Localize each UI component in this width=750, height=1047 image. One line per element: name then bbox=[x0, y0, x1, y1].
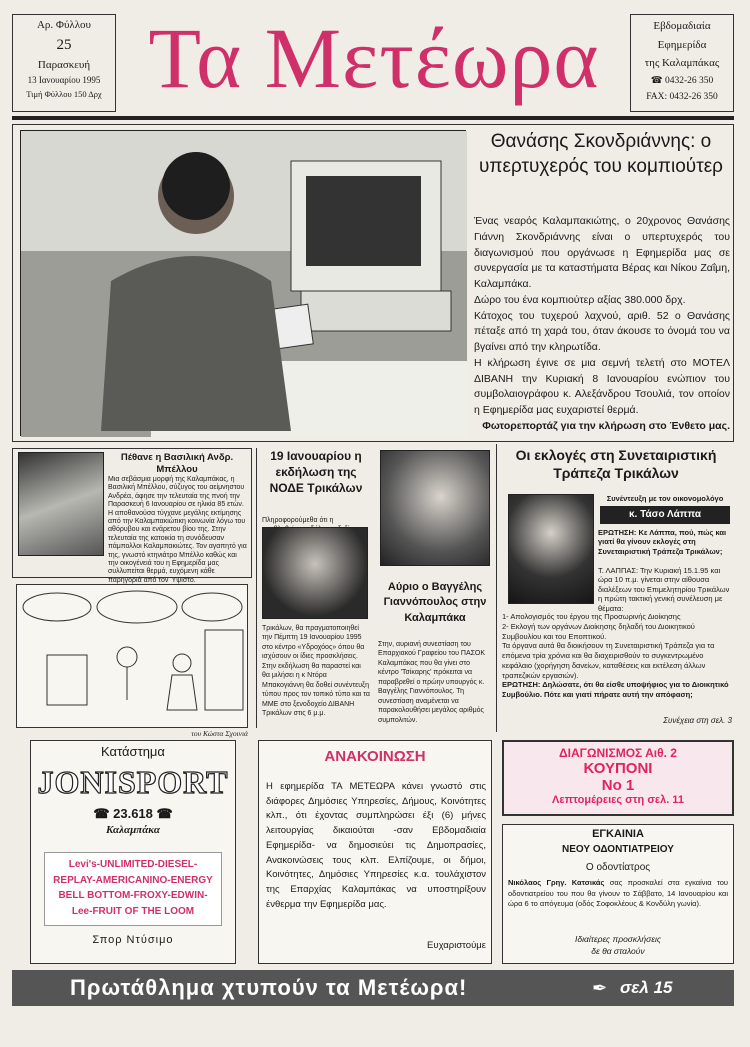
bank-answer1: Τ. ΛΑΠΠΑΣ: Την Κυριακή 15.1.95 και ώρα 10 π.μ. γίνεται στην αίθουσα διαλέξεων του Επιμελητηρίου Τρικάλων η πρώτη τακτική γενική συνέλευση με θέματα: bbox=[598, 566, 730, 613]
pasok-text: Στην, αυριανή συνεστίαση του Επαρχιακού Γραφείου του ΠΑΣΟΚ Καλαμπάκας που θα γίνει στο κέντρο 'Τσίκαρης' πρόκειται να παραβρεθεί ο πρώην υπουργός κ. Βαγγέλης Γιαννόπουλος. Τη συνεστίαση αναμένεται να παρακολουθήσει μεγάλος αριθμός συμπολιτών. bbox=[378, 641, 486, 724]
notice-sign: Ευχαριστούμε bbox=[427, 940, 486, 951]
brand-line: BELL BOTTOM-FROXY-EDWIN- bbox=[58, 890, 208, 901]
contest-coupon bbox=[502, 740, 734, 816]
obituary-photo bbox=[18, 452, 104, 556]
footer-headline: Πρωτάθλημα χτυπούν τα Μετέωρα! bbox=[70, 975, 468, 1000]
masthead-title: Τα Μετέωρα bbox=[148, 10, 600, 106]
notice-headline: ΑΝΑΚΟΙΝΩΣΗ bbox=[324, 748, 426, 765]
notice-text: Η εφημερίδα ΤΑ ΜΕΤΕΩΡΑ κάνει γνωστό στις διάφορες Δημόσιες Υπηρεσίες, Δήμους, Κοινότητες κλπ., ότι έχοντας συμπληρώσει έξι (6) μήνες λειτουργίας δικαιούται -σαν Εβδομαδιαία Εφημερίδα- να δημοσιεύει τις Δημοπρασίες, Ανακοινώσεις τους κλπ. Ελπίζουμε, οι δήμοι, Κοινότητες, Δημόσιες Υπηρεσίες κ.α. τουλάχιστον της Επαρχίας Καλαμπάκας να υποστηρίξουν ένθερμα την Εφημερίδα μας. bbox=[266, 781, 486, 910]
computer-winner-illustration bbox=[21, 131, 467, 437]
masthead-rule bbox=[12, 116, 734, 120]
jonisport-label: Κατάστημα bbox=[101, 744, 165, 759]
bank-item: Τα όργανα αυτά θα διοικήσουν τη Συνεταιριστική Τράπεζα για τα επόμενα τρία χρόνια και θα διαχειρισθούν το συγκεντρωμένο κεφάλαιο (χορήγηση δανείων, καταθέσεις και εκτέλεση άλλων τραπεζικών εργασιών). bbox=[502, 641, 715, 680]
dentist-note1: Ιδιαίτερες προσκλήσεις bbox=[575, 934, 661, 944]
cartoon-credit: του Κώστα Σχοινιά bbox=[191, 729, 248, 738]
pen-icon: ✒ bbox=[592, 978, 608, 998]
obituary-headline: Πέθανε η Βασιλική Ανδρ. Μπέλλου bbox=[120, 452, 234, 475]
bank-interview-label: Συνέντευξη με τον οικονομολόγο bbox=[606, 494, 724, 503]
bank-photo bbox=[508, 494, 594, 604]
brand-line: Levi's-UNLIMITED-DIESEL- bbox=[68, 859, 198, 870]
footer-page-ref: σελ 15 bbox=[620, 978, 673, 997]
contest-line2: ΚΟΥΠΟΝΙ bbox=[583, 760, 653, 777]
lead-paragraph: Ένας νεαρός Καλαμπακιώτης, ο 20χρονος Θανάσης Γιάννη Σκονδριάννης είναι ο υπερτυχερός του διαγωνισμού που οργάνωσε η Εφημερίδα μας σε συνεργασία με τα καταστήματα Βέρας και Νίκου Ζαΐμη, Καλαμπάκα. bbox=[474, 215, 730, 290]
jonisport-phone: ☎ 23.618 ☎ bbox=[93, 806, 173, 821]
publisher-town: της Καλαμπάκας bbox=[644, 57, 720, 70]
issue-price: Τιμή Φύλλου 150 Δρχ bbox=[26, 89, 102, 100]
publisher-fax: FAX: 0432-26 350 bbox=[646, 92, 718, 103]
jonisport-town: Καλαμπάκα bbox=[106, 824, 160, 836]
bank-question2: ΕΡΩΤΗΣΗ: Δηλώσατε, ότι θα είσθε υποψήφιος για το Διοικητικό Συμβούλιο. Πότε και γιατί πήρατε αυτή την απόφαση; bbox=[502, 680, 729, 699]
issue-date: 13 Ιανουαρίου 1995 bbox=[27, 75, 101, 86]
bank-body bbox=[502, 612, 732, 716]
lead-paragraph: Δώρο του ένα κομπιούτερ αξίας 380.000 δρχ. bbox=[474, 293, 686, 306]
cartoon-panel bbox=[16, 584, 248, 728]
dentist-role: Ο οδοντίατρος bbox=[585, 862, 651, 873]
lead-paragraph: Κάτοχος του τυχερού λαχνού, αριθ. 52 ο Θανάσης πέταξε από τη χαρά του, όταν άκουσε το όνομά του να βγαίνει από την κληρωτίδα. bbox=[474, 309, 730, 353]
dentist-sub: ΝΕΟΥ ΟΔΟΝΤΙΑΤΡΕΙΟΥ bbox=[562, 844, 674, 855]
dentist-body bbox=[508, 878, 728, 932]
obituary-text: Μια σεβάσμια μορφή της Καλαμπάκας, η Βασιλική Μπέλλου, σύζυγος του αείμνηστου Ανδρέα, άφησε την τελευταία της πνοή την Παρασκευή 6 Ιανουαρίου σε ηλικία 85 ετών. Η αποθανούσα τύγχανε μεγάλης εκτίμησης από την Καλαμπακιώτικη κοινωνία λόγω του αθόρυβου και ενάρετου βίου της. Στην τελευταία της κατοικία τη συνόδευσαν πάμπολλοι Καλαμπακιώτες. Τον αγαπητό για της, γνωστό κτηνιάτρο Μπέλλο καθώς και την οικογένειά του η Εφημερίδα μας συλλυπείται θερμά, ευχόμενη κάθε παρηγοριά από τον Ύψιστο. bbox=[108, 476, 247, 584]
issue-label: Αρ. Φύλλου bbox=[36, 19, 92, 31]
node-text: Τρικάλων, θα πραγματοποιηθεί την Πέμπτη 19 Ιανουαρίου 1995 στο κέντρο «Υδροχόος» όπου θα ισχύσουν οι ίδιες προσκλήσεις. Στην εκδήλωση θα παραστεί και θα μιλήσει η κ Ντόρα Μπακογιάννη θα δοθεί συνέντευξη τύπου προς τον τοπικό τύπο και τα ΜΜΕ στο ξενοδοχείο ΔΙΒΑΝΗ Τρικάλων στις 6 μ.μ. bbox=[262, 625, 370, 717]
cartoon-drawing bbox=[17, 585, 249, 729]
dentist-text: σας προσκαλεί στα εγκαίνια του οδοντιατρείου του που θα γίνουν το Σάββατο, 14 Ιανουαρίου και ώρα 6 το απόγευμα (οδός Σοφοκλέους & Κονδύλη γωνία). bbox=[508, 878, 728, 908]
contest-line4: Λεπτομέρειες στη σελ. 11 bbox=[552, 794, 684, 806]
lead-photo bbox=[20, 130, 466, 436]
issue-info-box bbox=[12, 14, 116, 112]
node-headline: 19 Ιανουαρίου η εκδήλωση της ΝΟΔΕ Τρικάλων bbox=[269, 449, 363, 496]
contest-line3: Νο 1 bbox=[601, 777, 635, 794]
publisher-type: Εβδομαδιαία bbox=[653, 20, 711, 32]
bank-continue: Συνέχεια στη σελ. 3 bbox=[663, 716, 732, 725]
brand-line: REPLAY-AMERICANINO-ENERGY bbox=[53, 874, 213, 886]
node-intro: Πληροφορούμεθα ότι η bbox=[262, 517, 334, 524]
bank-interviewee: κ. Τάσο Λάππα bbox=[600, 506, 730, 524]
publisher-phone: ☎ 0432-26 350 bbox=[650, 76, 714, 87]
brand-line: Lee-FRUIT OF THE LOOM bbox=[71, 905, 195, 917]
dentist-headline: ΕΓΚΑΙΝΙΑ bbox=[592, 828, 644, 840]
publisher-info-box bbox=[630, 14, 734, 112]
bank-item: 2- Εκλογή των οργάνων Διοίκησης δηλαδή του Διοικητικού Συμβουλίου και του Εποπτικού. bbox=[502, 621, 695, 641]
publisher-type2: Εφημερίδα bbox=[657, 38, 707, 51]
node-photo bbox=[262, 527, 368, 619]
pasok-headline: Αύριο ο Βαγγέλης Γιαννόπουλος στην Καλαμπάκα bbox=[383, 581, 487, 624]
bank-question1: ΕΡΩΤΗΣΗ: Κε Λάππα, πού, πώς και γιατί θα γίνουν εκλογές στη Συνεταιριστική Τράπεζα Τρικάλων; bbox=[598, 528, 727, 556]
jonisport-tagline: Σπορ Ντύσιμο bbox=[92, 934, 174, 946]
jonisport-name: JONISPORT bbox=[37, 764, 229, 800]
pasok-photo bbox=[380, 450, 490, 566]
lead-paragraph: Η κλήρωση έγινε σε μια σεμνή τελετή στο ΜΟΤΕΛ ΔΙΒΑΝΗ την Κυριακή 8 Ιανουαρίου ενώπιον του συμβολαιογράφου κ. Αλεξάνδρου Τσουλιά, τον οποίον η Εφημερίδα μας ευχαριστεί θερμά. bbox=[474, 356, 730, 416]
issue-number: 25 bbox=[56, 37, 72, 54]
dentist-name: Νικόλαος Γρηγ. Κατσικάς bbox=[508, 878, 605, 887]
lead-caption: Φωτορεπορτάζ για την κλήρωση στο Ένθετο μας. bbox=[482, 420, 730, 432]
jonisport-brands bbox=[44, 852, 222, 926]
bank-headline: Οι εκλογές στη Συνεταιριστική Τράπεζα Τρικάλων bbox=[515, 447, 717, 482]
dentist-note2: δε θα σταλούν bbox=[591, 946, 645, 956]
issue-day: Παρασκευή bbox=[37, 59, 91, 72]
lead-headline: Θανάσης Σκονδριάννης: ο υπερτυχερός του κομπιούτερ bbox=[479, 131, 723, 177]
lead-body bbox=[474, 214, 730, 418]
bank-item: 1- Απολογισμός του έργου της Προσωρινής Διοίκησης bbox=[502, 612, 681, 621]
contest-line1: ΔΙΑΓΩΝΙΣΜΟΣ Αιθ. 2 bbox=[559, 746, 677, 760]
